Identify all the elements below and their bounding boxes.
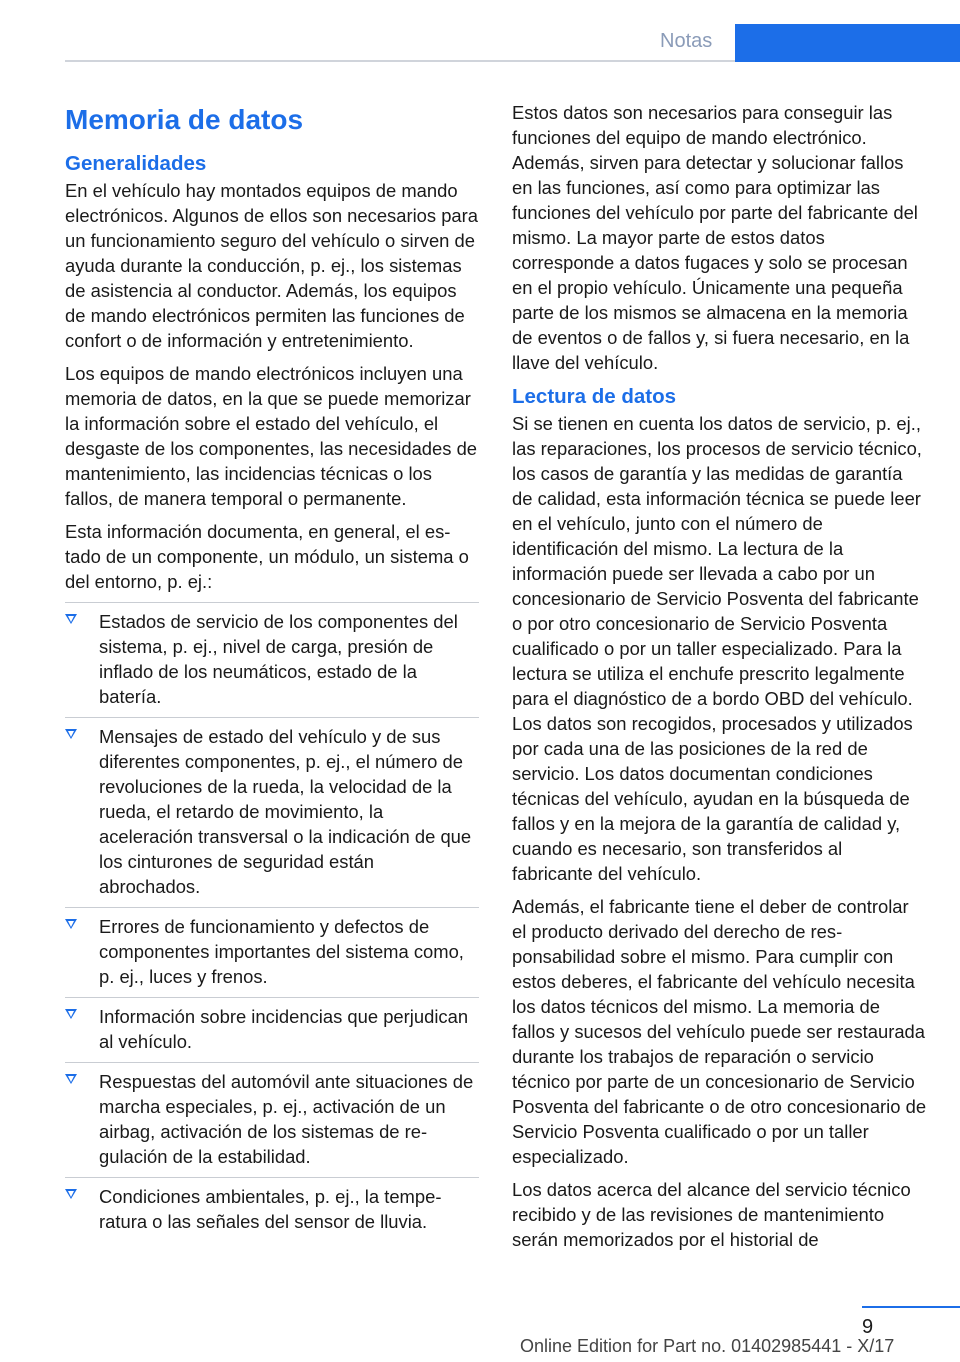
list-item-text: Respuestas del automóvil ante situaciones de marcha especiales, p. ej., activación de un airbag, activación de los sistemas de regulación de la estabilidad.	[99, 1071, 474, 1167]
list-item	[65, 717, 479, 907]
bullet-list	[65, 602, 479, 1242]
edition-footer: Online Edition for Part no. 01402985441 - X/17	[520, 1336, 895, 1356]
right-column	[512, 100, 928, 1260]
paragraph: Además, el fabricante tiene el deber de controlar el producto derivado del derecho de responsabilidad sobre el mismo. Para cumplir con estos deberes, el fabricante del vehículo necesita los datos técnicos del mismo. La memoria de fallos y sucesos del vehículo puede ser restaurada durante los trabajos de reparación o servicio técnico por parte de un concesionario de Servicio Posventa del fabricante o de otro concesionario de Servicio Posventa cualificado o por un taller especializado.	[512, 896, 927, 1167]
triangle-bullet-icon	[65, 614, 77, 624]
list-item-text: Estados de servicio de los componentes del sistema, p. ej., nivel de carga, presión de inflado de los neumáticos, estado de la batería.	[99, 611, 458, 707]
list-item	[65, 997, 479, 1062]
triangle-bullet-icon	[65, 1009, 77, 1019]
header-rule	[65, 60, 735, 62]
page-title: Memoria de datos	[65, 104, 304, 135]
section-tab-block	[735, 24, 960, 62]
list-item-text: Mensajes de estado del vehículo y de sus diferentes componentes, p. ej., el número de revoluciones de la rueda, la velocidad de la rueda, el retardo de movimiento, la aceleración transversal o la indicación de que los cinturones de seguridad están abrochados.	[99, 726, 472, 897]
paragraph: En el vehículo hay montados equipos de mando electrónicos. Algunos de ellos son necesarios para un funcionamiento seguro del vehículo o sirven de ayuda durante la conducción, p. ej., los sistemas de asistencia al conductor. Además, los equipos de mando electrónicos permiten las funciones de confort o de información y entretenimiento.	[65, 180, 479, 351]
triangle-bullet-icon	[65, 729, 77, 739]
footer-rule	[862, 1306, 960, 1308]
section-label: Notas	[660, 30, 713, 52]
list-item	[65, 1062, 479, 1177]
list-item	[65, 602, 479, 717]
triangle-bullet-icon	[65, 1189, 77, 1199]
list-item-text: Errores de funcionamiento y defectos de componentes importantes del sistema como, p. ej., luces y frenos.	[99, 916, 464, 987]
triangle-bullet-icon	[65, 1074, 77, 1084]
page-number: 9	[862, 1316, 874, 1338]
paragraph: Esta información documenta, en general, el estado de un componente, un módulo, un sistema o del entorno, p. ej.:	[65, 521, 469, 592]
list-item	[65, 1177, 479, 1242]
paragraph: Estos datos son necesarios para conseguir las funciones del equipo de mando electrónico. Además, sirven para detectar y solucionar fallos en las funciones, así como para optimizar las funciones del vehículo por parte del fabricante del mismo. La mayor parte de estos datos corresponde a datos fugaces y solo se procesan en el propio vehículo. Únicamente una pequeña parte de los mismos se almacena en la memoria de eventos o de fallos y, si fuera necesario, en la llave del vehículo.	[512, 102, 918, 373]
section-heading-generalidades: Generalidades	[65, 152, 207, 175]
triangle-bullet-icon	[65, 919, 77, 929]
list-item	[65, 907, 479, 997]
list-item-text: Información sobre incidencias que perjudican al vehículo.	[99, 1006, 469, 1052]
section-heading-lectura: Lectura de datos	[512, 385, 677, 408]
left-column	[65, 100, 479, 1242]
paragraph: Si se tienen en cuenta los datos de servicio, p. ej., las reparaciones, los procesos de servicio técnico, los casos de garantía y las medidas de garantía de calidad, esta información técnica se puede leer en el vehículo, junto con el número de identificación del mismo. La lectura de la información puede ser llevada a cabo por un concesionario de Servicio Posventa del fabricante o por otro concesionario de Servicio Posventa cualificado o por un taller especializado. Para la lectura se utiliza el enchufe prescrito legalmente para el diagnóstico de a bordo OBD del vehículo. Los datos son recogidos, procesados y utilizados por cada una de las posiciones de la red de servicio. Los datos documentan condiciones técnicas del vehículo, ayudan en la búsqueda de fallos y en la mejora de la garantía de calidad y, cuando es necesario, son transferidos al fabricante del vehículo.	[512, 413, 922, 884]
paragraph: Los equipos de mando electrónicos incluyen una memoria de datos, en la que se puede memorizar la información sobre el estado del vehículo, el desgaste de los componentes, las necesidades de mantenimiento, las incidencias técnicas o los fallos, de manera temporal o permanente.	[65, 363, 478, 509]
paragraph: Los datos acerca del alcance del servicio técnico recibido y de las revisiones de mantenimiento serán memorizados por el historial de	[512, 1179, 911, 1250]
list-item-text: Condiciones ambientales, p. ej., la temperatura o las señales del sensor de lluvia.	[99, 1186, 442, 1232]
